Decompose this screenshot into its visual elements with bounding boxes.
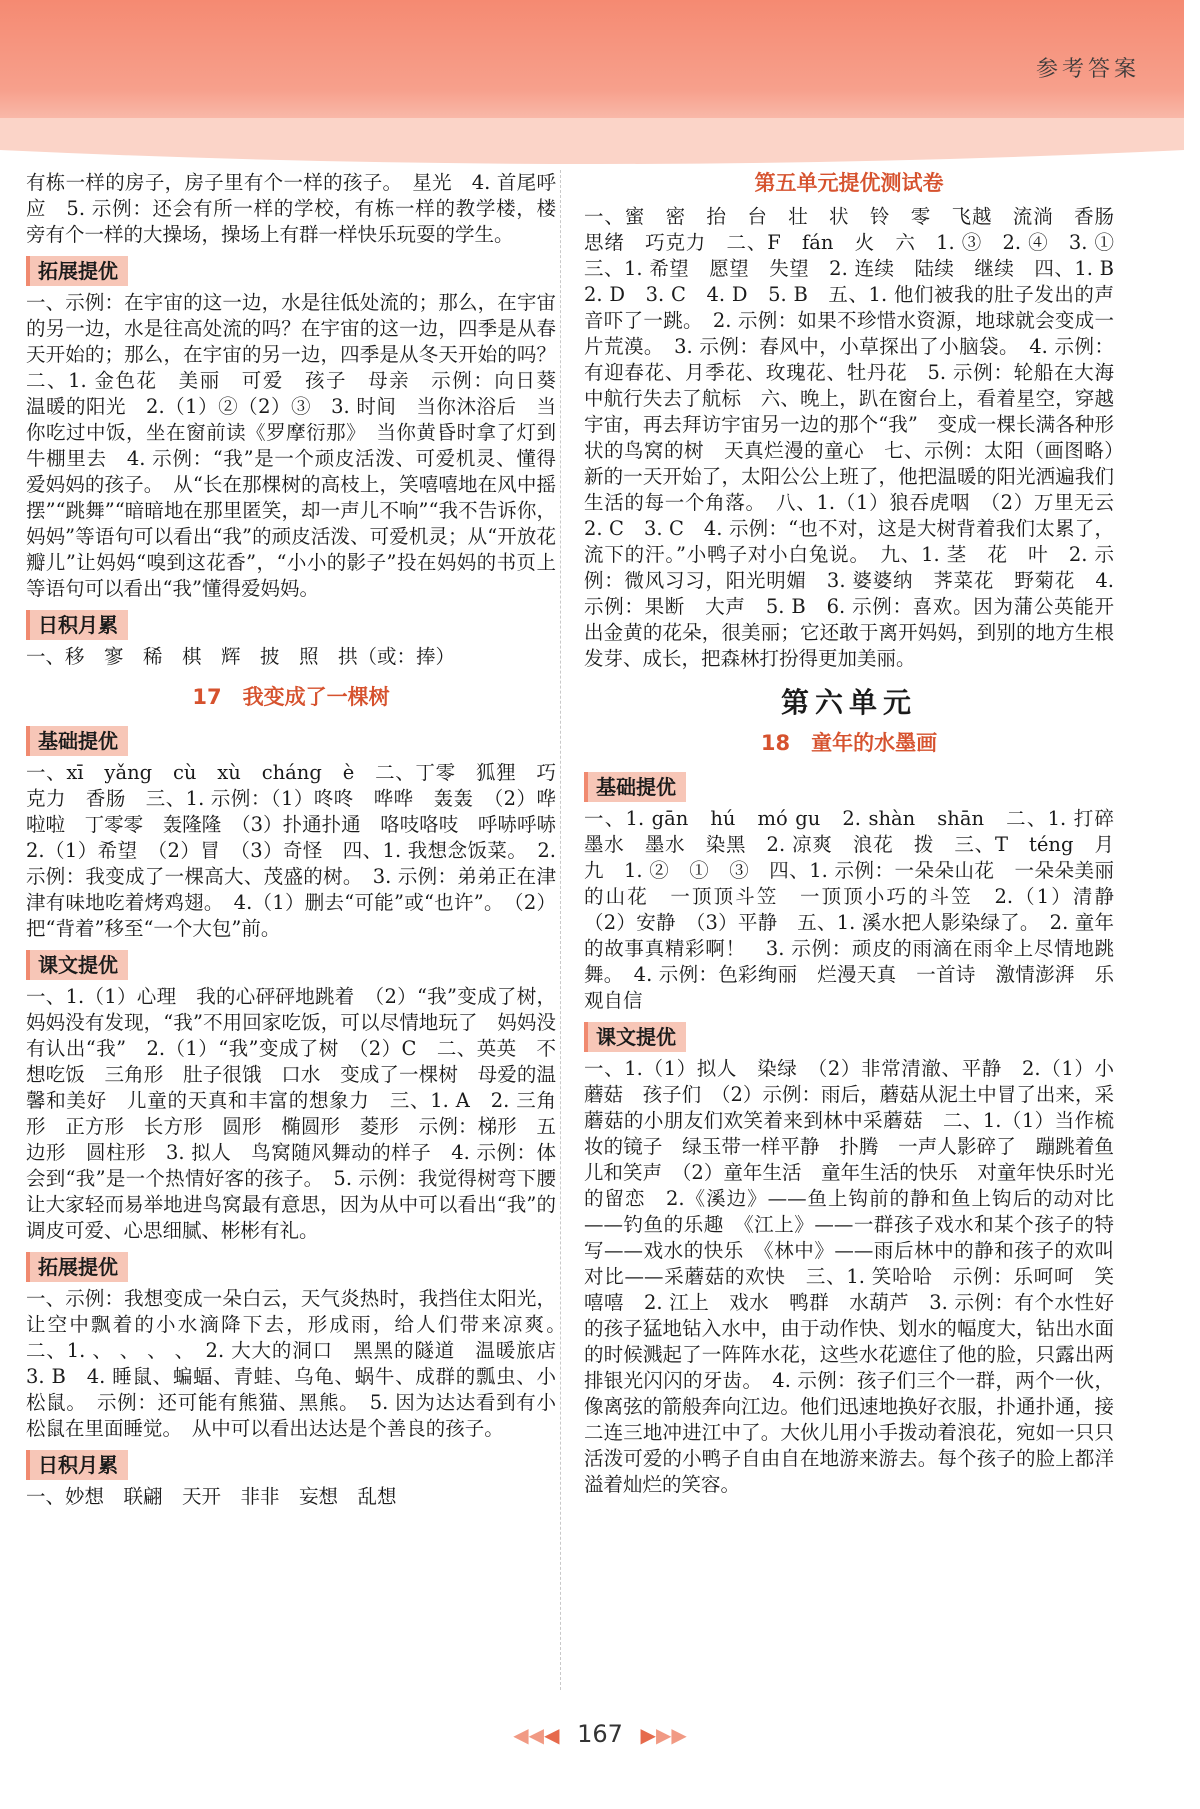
- answer-text: 一、妙想 联翩 天开 非非 妄想 乱想: [26, 1485, 397, 1508]
- section-label: 课文提优: [584, 1022, 686, 1052]
- answer-text: 一、蜜 密 抬 台 壮 状 铃 零 飞越 流淌 香肠 思绪 巧克力 二、F fán 火 六 1. ③ 2. ④ 3. ① 三、1. 希望 愿望 失望 2. 连续 陆续 继续 四、1. B 2. D 3. C 4. D 5. B 五、1. 他们被我的肚子发出的声音吓了一跳。 2. 示例：如果不珍惜水资源，地球就会变成一片荒漠。 3. 示例：春风中，小草探出了小脑袋。 4. 示例：有迎春花、月季花、玫瑰花、牡丹花 5. 示例：轮船在大海中航行失去了航标 六、晚上，趴在窗台上，看着星空，穿越宇宙，再去拜访宇宙另一边的那个“我” 变成一棵长满各种形状的鸟窝的树 天真烂漫的童心 七、示例：太阳（画图略） 新的一天开始了，太阳公公上班了，他把温暖的阳光洒遍我们生活的每一个角落。 八、1.（1）狼吞虎咽 （2）万里无云 2. C 3. C 4. 示例：“也不对，这是大树背着我们太累了，流下的汗。”小鸭子对小白兔说。 九、1. 茎 花 叶 2. 示例：微风习习，阳光明媚 3. 婆婆纳 荠菜花 野菊花 4. 示例：果断 大声 5. B 6. 示例：喜欢。因为蒲公英能开出金黄的花朵，很美丽；它还敢于离开妈妈，到别的地方生根发芽、成长，把森林打扮得更加美丽。: [584, 205, 1134, 670]
- next-arrow-icon[interactable]: ▶: [655, 1723, 672, 1747]
- header-title: 参考答案: [1035, 57, 1140, 82]
- lesson-title: 17 我变成了一棵树: [192, 685, 390, 709]
- answer-text: 一、移 寥 稀 棋 辉 披 照 拱（或：捧）: [26, 645, 456, 668]
- section-label: 课文提优: [26, 950, 128, 980]
- section-label: 基础提优: [26, 726, 128, 756]
- section-label: 拓展提优: [26, 256, 128, 286]
- unit-title: 第六单元: [780, 686, 917, 719]
- next-arrow-icon[interactable]: ▶: [671, 1723, 687, 1747]
- left-column: [26, 170, 576, 1510]
- right-column: [584, 170, 1134, 1498]
- page-footer: [0, 1720, 1200, 1748]
- lesson-title: 18 童年的水墨画: [760, 731, 938, 755]
- next-arrow-icon[interactable]: ▶: [640, 1723, 656, 1747]
- answer-text: 一、1.（1）拟人 染绿 （2）非常清澈、平静 2.（1）小蘑菇 孩子们 （2）示例：雨后，蘑菇从泥土中冒了出来，采蘑菇的小朋友们欢笑着来到林中采蘑菇 二、1.（1）当作梳妆的镜子 绿玉带一样平静 扑腾 一声人影碎了 蹦跳着鱼儿和笑声 （2）童年生活 童年生活的快乐 对童年快乐时光的留恋 2.《溪边》——鱼上钩前的静和鱼上钩后的动对比——钓鱼的乐趣 《江上》——一群孩子戏水和某个孩子的特写——戏水的快乐 《林中》——雨后林中的静和孩子的欢叫对比——采蘑菇的欢快 三、1. 笑哈哈 示例：乐呵呵 笑嘻嘻 2. 江上 戏水 鸭群 水葫芦 3. 示例：有个水性好的孩子猛地钻入水中，由于动作快、划水的幅度大，钻出水面的时候溅起了一阵阵水花，这些水花遮住了他的脸，只露出两排银光闪闪的牙齿。 4. 示例：孩子们三个一群，两个一伙，像离弦的箭般奔向江边。他们迅速地换好衣服，扑通扑通，接二连三地冲进江中了。大伙儿用小手拨动着浪花，宛如一只只活泼可爱的小鸭子自由自在地游来游去。每个孩子的脸上都洋溢着灿烂的笑容。: [584, 1057, 1114, 1496]
- answer-text: 一、xī yǎng cù xù cháng è 二、丁零 狐狸 巧克力 香肠 三、1. 示例：（1）咚咚 哗哗 轰轰 （2）哗啦啦 丁零零 轰隆隆 （3）扑通扑通 咯吱咯吱 呼哧呼哧 2.（1）希望 （2）冒 （3）奇怪 四、1. 我想念饭菜。 2. 示例：我变成了一棵高大、茂盛的树。 3. 示例：弟弟正在津津有味地吃着烤鸡翅。 4.（1）删去“可能”或“也许”。 （2）把“背着”移至“一个大包”前。: [26, 761, 576, 940]
- test-title: 第五单元提优测试卷: [754, 171, 944, 195]
- section-label: 日积月累: [26, 610, 128, 640]
- answer-text: 一、示例：我想变成一朵白云，天气炎热时，我挡住太阳光，让空中飘着的小水滴降下去，形成雨，给人们带来凉爽。 二、1. 、 、 、 、 2. 大大的洞口 黑黑的隧道 温暖旅店 3. B 4. 睡鼠、蝙蝠、青蛙、乌龟、蜗牛、成群的瓢虫、小松鼠。 示例：还可能有熊猫、黑熊。 5. 因为达达看到有小松鼠在里面睡觉。 从中可以看出达达是个善良的孩子。: [26, 1287, 576, 1440]
- answer-text: 有栋一样的房子，房子里有个一样的孩子。 星光 4. 首尾呼应 5. 示例：还会有所一样的学校，有栋一样的教学楼，楼旁有个一样的大操场，操场上有群一样快乐玩耍的学生。: [26, 171, 556, 246]
- prev-arrow-icon[interactable]: ◀: [513, 1723, 529, 1747]
- prev-arrow-icon[interactable]: ◀: [528, 1723, 545, 1747]
- section-label: 基础提优: [584, 772, 686, 802]
- page-number: 167: [577, 1720, 623, 1748]
- answer-text: 一、1.（1）心理 我的心砰砰地跳着 （2）“我”变成了树，妈妈没有发现，“我”不用回家吃饭，可以尽情地玩了 妈妈没有认出“我” 2.（1）“我”变成了树 （2）C 二、英英 不想吃饭 三角形 肚子很饿 口水 变成了一棵树 母爱的温馨和美好 儿童的天真和丰富的想象力 三、1. A 2. 三角形 正方形 长方形 圆形 椭圆形 菱形 示例：梯形 五边形 圆柱形 3. 拟人 鸟窝随风舞动的样子 4. 示例：体会到“我”是一个热情好客的孩子。 5. 示例：我觉得树弯下腰让大家轻而易举地进鸟窝最有意思，因为从中可以看出“我”的调皮可爱、心思细腻、彬彬有礼。: [26, 985, 556, 1242]
- prev-arrow-icon[interactable]: ◀: [544, 1723, 560, 1747]
- section-label: 日积月累: [26, 1450, 128, 1480]
- section-label: 拓展提优: [26, 1252, 128, 1282]
- column-divider: [560, 170, 561, 1690]
- answer-text: 一、1. gān hú mó gu 2. shàn shān 二、1. 打碎 墨水 墨水 染黑 2. 凉爽 浪花 拨 三、T téng 月 九 1. ② ① ③ 四、1. 示例：一朵朵山花 一朵朵美丽的山花 一顶顶斗笠 一顶顶小巧的斗笠 2.（1）清静 （2）安静 （3）平静 五、1. 溪水把人影染绿了。 2. 童年的故事真精彩啊！ 3. 示例：顽皮的雨滴在雨伞上尽情地跳舞。 4. 示例：色彩绚丽 烂漫天真 一首诗 激情澎湃 乐观自信: [584, 807, 1134, 1012]
- answer-text: 一、示例：在宇宙的这一边，水是往低处流的；那么，在宇宙的另一边，水是往高处流的吗？在宇宙的这一边，四季是从春天开始的；那么，在宇宙的另一边，四季是从冬天开始的吗？ 二、1. 金色花 美丽 可爱 孩子 母亲 示例：向日葵 温暖的阳光 2.（1）②（2）③ 3. 时间 当你沐浴后 当你吃过中饭，坐在窗前读《罗摩衍那》 当你黄昏时拿了灯到牛棚里去 4. 示例：“我”是一个顽皮活泼、可爱机灵、懂得爱妈妈的孩子。 从“长在那棵树的高枝上，笑嘻嘻地在风中摇摆”“跳舞”“暗暗地在那里匿笑，却一声儿不响”“我不告诉你，妈妈”等语句可以看出“我”的顽皮活泼、可爱机灵；从“开放花瓣儿”让妈妈“嗅到这花香”，“小小的影子”投在妈妈的书页上等语句可以看出“我”懂得爱妈妈。: [26, 291, 576, 600]
